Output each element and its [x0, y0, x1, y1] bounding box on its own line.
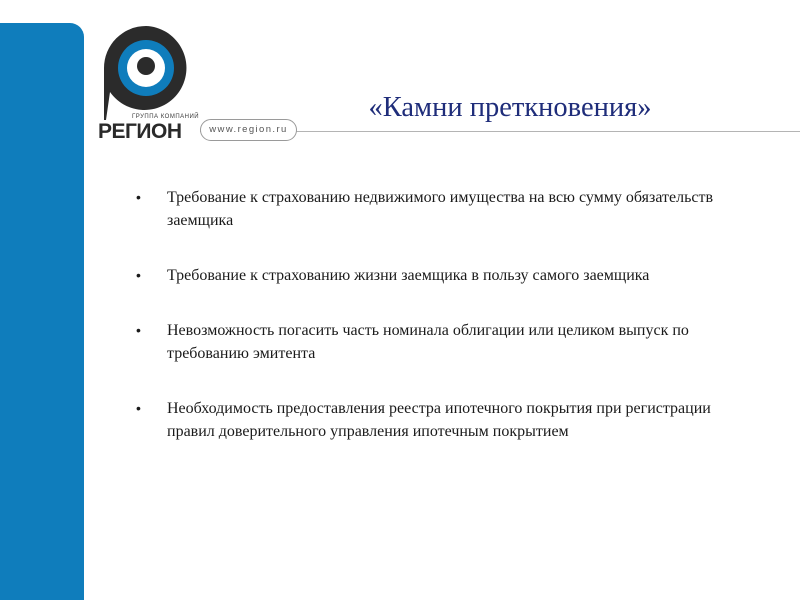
bullet-icon: •: [136, 322, 141, 338]
bullet-icon: •: [136, 267, 141, 283]
bullet-item: [136, 319, 756, 365]
bullet-text: Необходимость предоставления реестра ипотечного покрытия при регистрации правил доверительного управления ипотечным покрытием: [167, 400, 711, 440]
slide-title: «Камни преткновения»: [368, 92, 652, 123]
bullet-text: Требование к страхованию жизни заемщика в пользу самого заемщика: [167, 267, 650, 284]
bullet-item: [136, 264, 756, 287]
bullet-text: Требование к страхованию недвижимого имущества на всю сумму обязательств заемщика: [167, 189, 714, 229]
sidebar-bar: [0, 23, 84, 600]
bullet-item: [136, 397, 756, 443]
bullet-list: [136, 186, 756, 475]
bullet-icon: •: [136, 400, 141, 416]
bullet-text: Невозможность погасить часть номинала облигации или целиком выпуск по требованию эмитента: [167, 322, 689, 362]
logo-center-dot: [137, 57, 155, 75]
bullet-icon: •: [136, 189, 141, 205]
logo-brand-text: РЕГИОН: [98, 120, 182, 143]
logo-group-label: ГРУППА КОМПАНИЙ: [132, 114, 200, 120]
bullet-item: [136, 186, 756, 232]
website-url: www.region.ru: [209, 124, 288, 135]
website-link[interactable]: [200, 119, 297, 141]
